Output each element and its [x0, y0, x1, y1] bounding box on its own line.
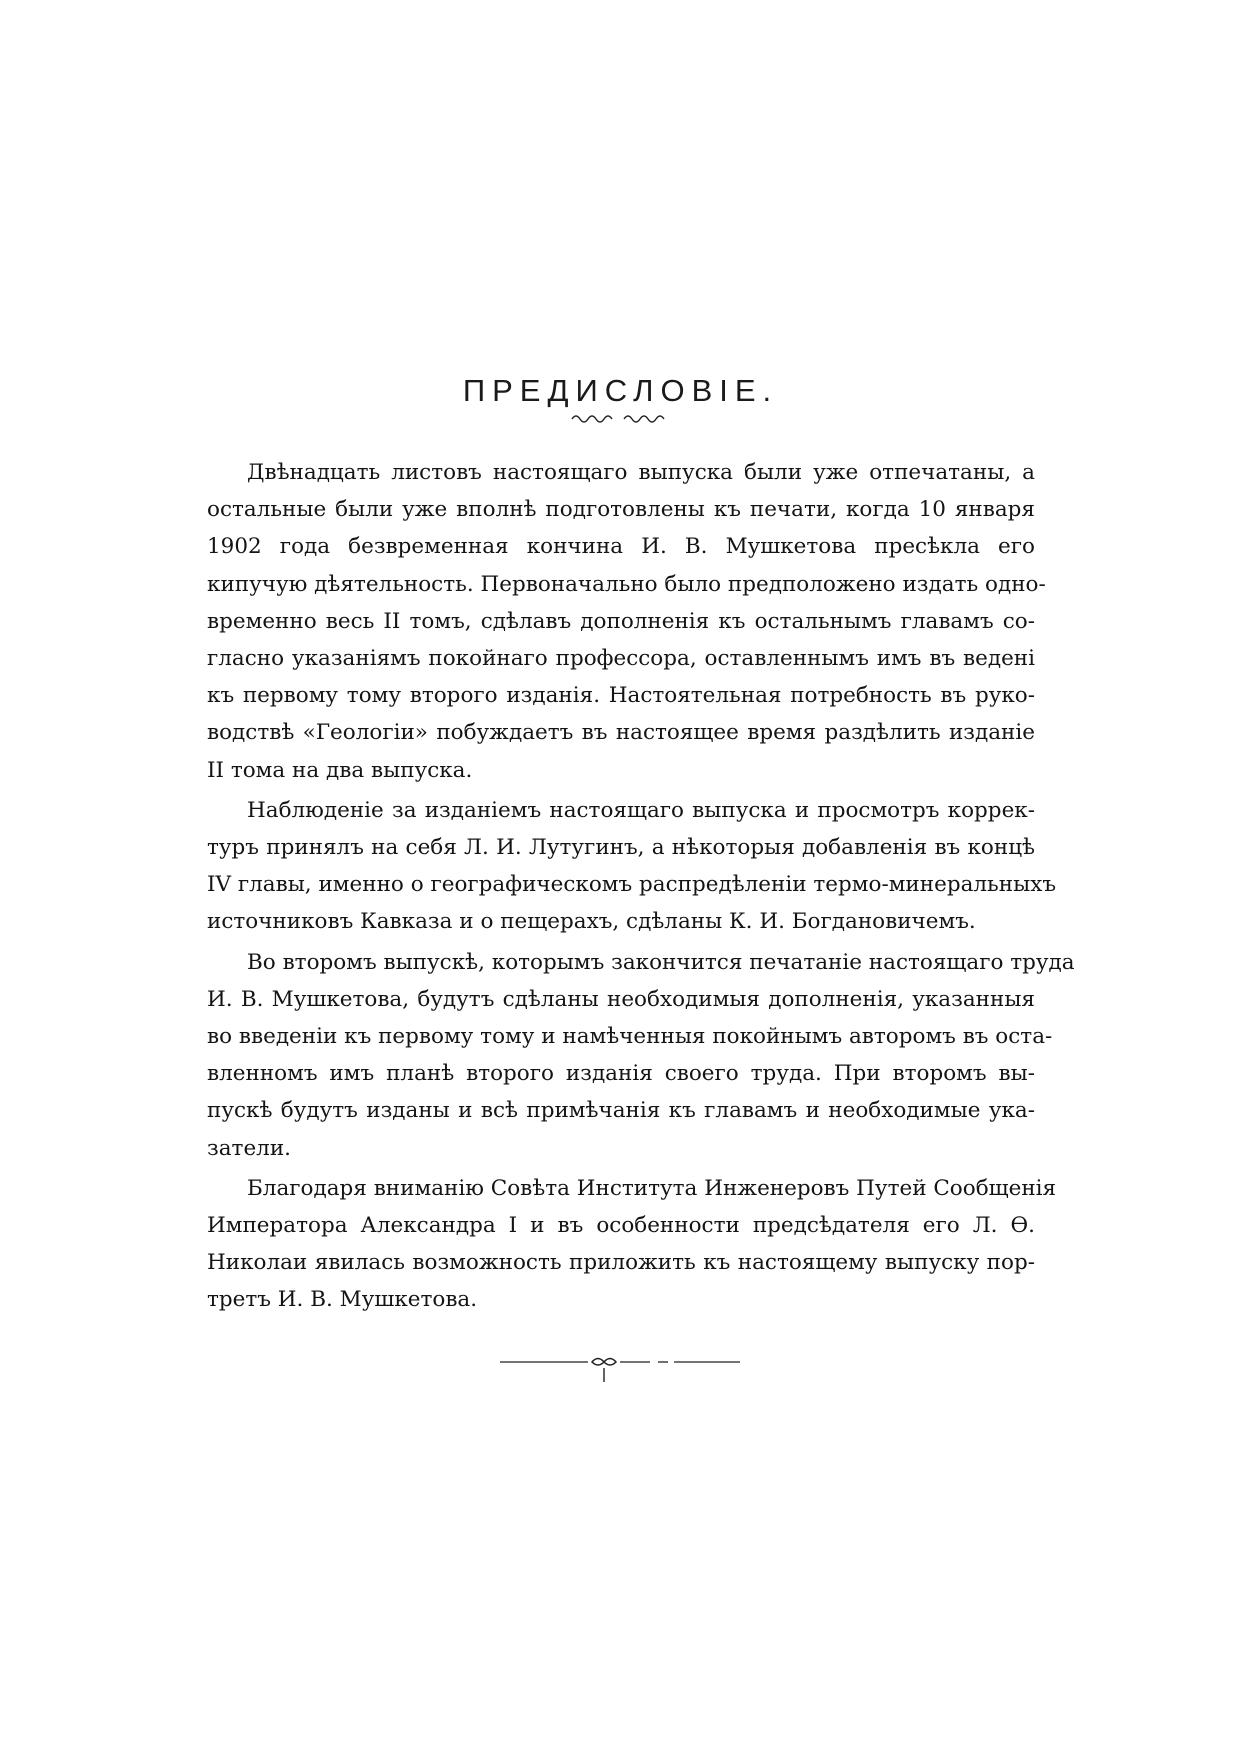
text-line: Благодаря вниманію Совѣта Института Инженеровъ Путей Сообщенія	[247, 1175, 1057, 1201]
text-line: 1902 года безвременная кончина И. В. Мушкетова пресѣкла его	[207, 534, 1035, 560]
end-ornament-divider	[500, 1352, 740, 1392]
text-line: Двѣнадцать листовъ настоящаго выпуска были уже отпечатаны, а	[247, 460, 1035, 485]
text-line: временно весь II томъ, сдѣлавъ дополненія къ остальнымъ главамъ со-	[207, 608, 1035, 634]
text-line: II тома на два выпуска.	[207, 757, 473, 783]
text-line: туръ принялъ на себя Л. И. Лутугинъ, а нѣкоторыя добавленія въ концѣ	[207, 835, 1035, 861]
text-line: источниковъ Кавказа и о пещерахъ, сдѣланы К. И. Богдановичемъ.	[207, 909, 976, 935]
text-line: къ первому тому второго изданія. Настоятельная потребность въ руко-	[207, 683, 1035, 709]
text-line: водствѣ «Геологіи» побуждаетъ въ настоящее время раздѣлить изданіе	[207, 720, 1035, 746]
title-squiggle-ornament	[570, 410, 670, 426]
text-line: И. В. Мушкетова, будутъ сдѣланы необходимыя дополненія, указанныя	[207, 986, 1035, 1012]
text-line: во введеніи къ первому тому и намѣченныя покойнымъ авторомъ въ оста-	[207, 1024, 1053, 1050]
text-line: Наблюденіе за изданіемъ настоящаго выпуска и просмотръ коррек-	[247, 797, 1035, 823]
text-line: Во второмъ выпускѣ, которымъ закончится печатаніе настоящаго труда	[247, 949, 1075, 975]
text-line: IV главы, именно о географическомъ распредѣленіи термо-минеральныхъ	[207, 872, 1057, 898]
text-line: пускѣ будутъ изданы и всѣ примѣчанія къ главамъ и необходимые ука-	[207, 1098, 1035, 1124]
paragraph	[207, 792, 1057, 941]
text-line: Николаи явилась возможность приложить къ настоящему выпуску пор-	[207, 1250, 1035, 1276]
preface-body	[207, 454, 1075, 1319]
text-line: третъ И. В. Мушкетова.	[207, 1287, 478, 1313]
page-title: ПРЕДИСЛОВІЕ.	[462, 372, 779, 408]
text-line: Императора Александра I и въ особенности предсѣдателя его Л. Ѳ.	[207, 1213, 1035, 1239]
text-line: гласно указаніямъ покойнаго профессора, оставленнымъ имъ въ ведені	[207, 646, 1035, 672]
paragraph	[207, 454, 1046, 789]
paragraph	[207, 1170, 1057, 1319]
text-line: затели.	[207, 1135, 291, 1161]
paragraph	[207, 944, 1075, 1167]
text-line: вленномъ имъ планѣ второго изданія своего труда. При второмъ вы-	[207, 1061, 1035, 1087]
text-line: остальные были уже вполнѣ подготовлены къ печати, когда 10 января	[207, 497, 1035, 523]
text-line: кипучую дѣятельность. Первоначально было предположено издать одно-	[207, 571, 1046, 597]
